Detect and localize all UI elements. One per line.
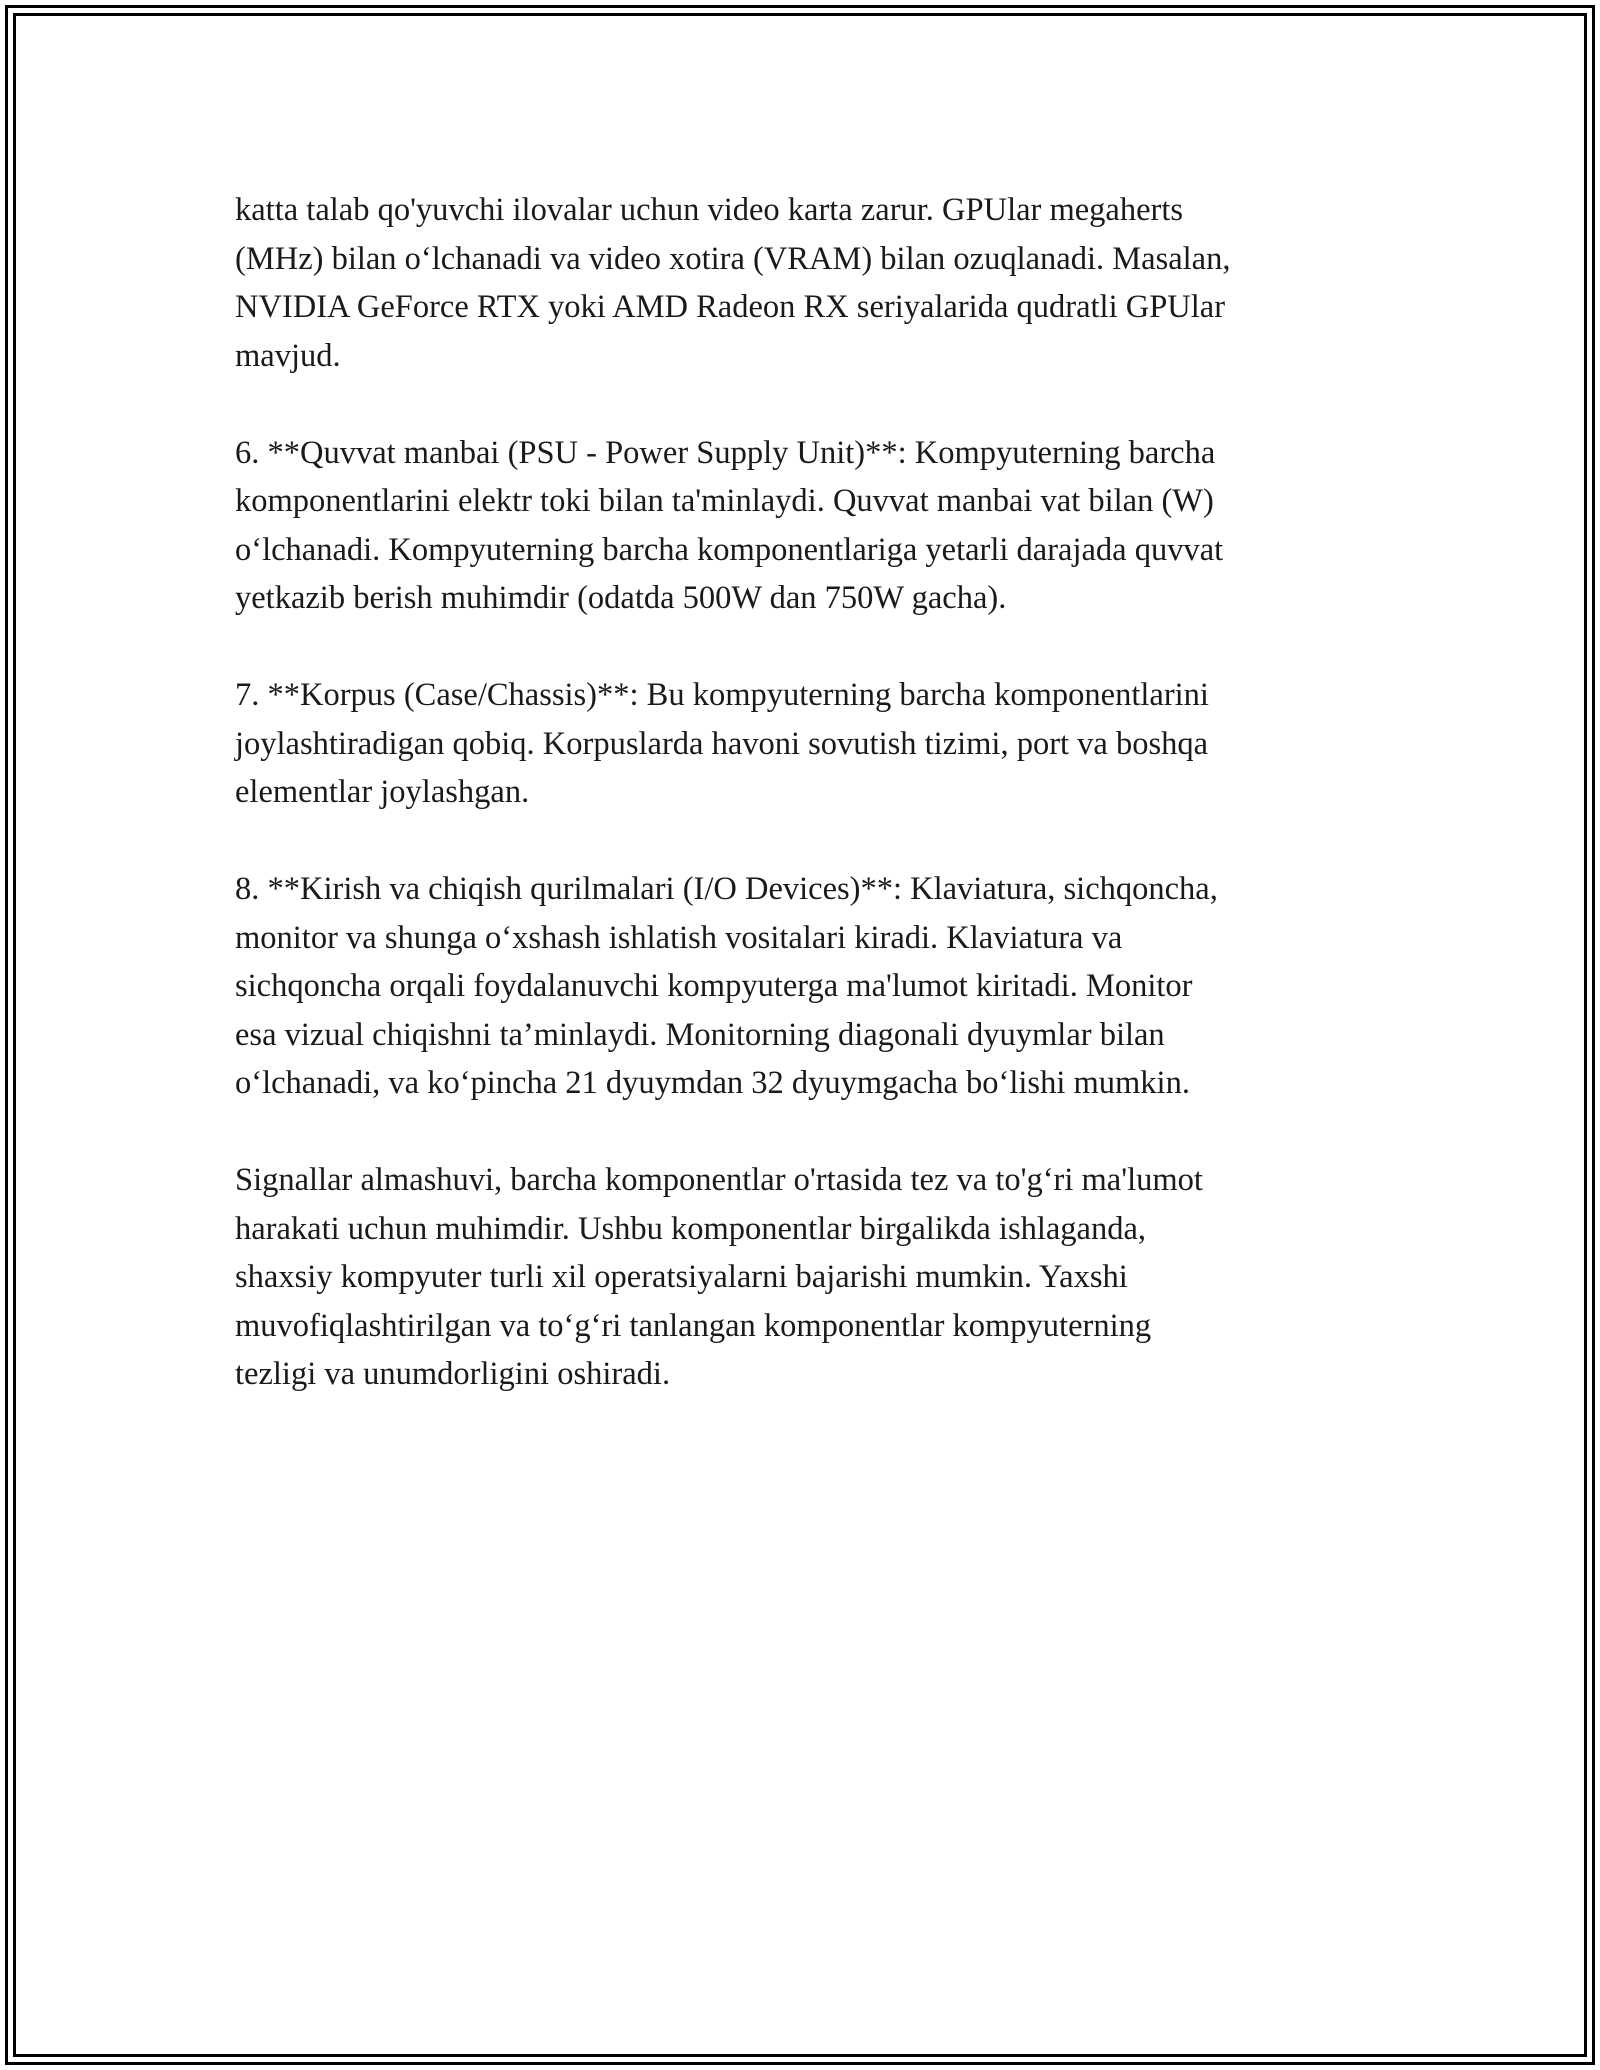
paragraph-io-devices: 8. **Kirish va chiqish qurilmalari (I/O Devices)**: Klaviatura, sichqoncha, monitor va shunga o‘xshash ishlatish vositalari kiradi. Klaviatura va sichqoncha orqali foydalanuvchi kompyuterga ma'lumot kiritadi. Monitor esa vizual chiqishni ta’minlaydi. Monitorning diagonali dyuymlar bilan o‘lchanadi, va ko‘pincha 21 dyuymdan 32 dyuymgacha bo‘lishi mumkin. [235, 871, 1218, 1101]
paragraph-signals-summary: Signallar almashuvi, barcha komponentlar o'rtasida tez va to'g‘ri ma'lumot harakati uchun muhimdir. Ushbu komponentlar birgalikda ishlaganda, shaxsiy kompyuter turli xil operatsiyalarni bajarishi mumkin. Yaxshi muvofiqlashtirilgan va to‘g‘ri tanlangan komponentlar kompyuterning tezligi va unumdorligini oshiradi. [235, 1162, 1203, 1392]
paragraph-gpu-continuation: katta talab qo'yuvchi ilovalar uchun video karta zarur. GPUlar megaherts (MHz) bilan o‘lchanadi va video xotira (VRAM) bilan ozuqlanadi. Masalan, NVIDIA GeForce RTX yoki AMD Radeon RX seriyalarida qudratli GPUlar mavjud. [235, 192, 1231, 374]
paragraph-case: 7. **Korpus (Case/Chassis)**: Bu kompyuterning barcha komponentlarini joylashtiradigan qobiq. Korpuslarda havoni sovutish tizimi, port va boshqa elementlar joylashgan. [235, 677, 1209, 810]
paragraph-psu: 6. **Quvvat manbai (PSU - Power Supply Unit)**: Kompyuterning barcha komponentlarini elektr toki bilan ta'minlaydi. Quvvat manbai vat bilan (W) o‘lchanadi. Kompyuterning barcha komponentlariga yetarli darajada quvvat yetkazib berish muhimdir (odatda 500W dan 750W gacha). [235, 434, 1224, 616]
document-body [235, 186, 1370, 1447]
